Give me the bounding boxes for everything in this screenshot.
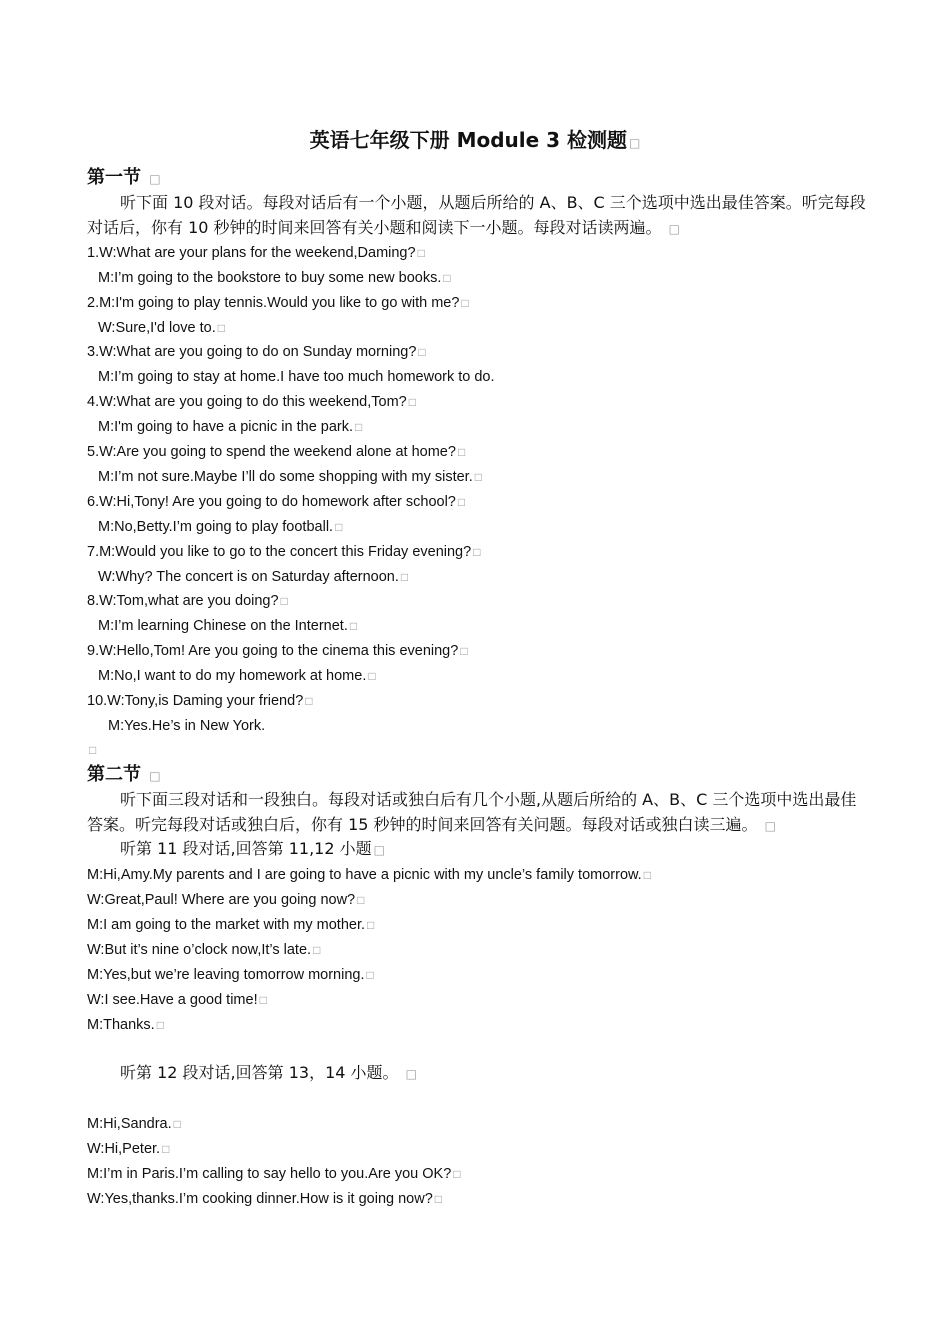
dialog-line: 4.W:What are you going to do this weekend,Tom? □: [87, 394, 416, 410]
dialog-line: M:I am going to the market with my mother. □: [87, 917, 375, 933]
section1-instructions: 听下面 10 段对话。每段对话后有一个小题，从题后所给的 A、B、C 三个选项中选出最佳答案。听完每段对话后，你有 10 秒钟的时间来回答有关小题和阅读下一小题。每段对话读两遍。 □: [87, 193, 866, 237]
dialog-line: W:But it’s nine o’clock now,It’s late. □: [87, 942, 321, 958]
dialog-line: M:Thanks. □: [87, 1017, 164, 1033]
dialog-line: W:Why? The concert is on Saturday afternoon. □: [98, 569, 409, 585]
dialog-line: 2.M:I'm going to play tennis.Would you like to go with me? □: [87, 295, 469, 311]
dialog-line: M:I’m not sure.Maybe I’ll do some shopping with my sister. □: [98, 469, 482, 485]
dialog-line: W:Hi,Peter. □: [87, 1141, 170, 1157]
document-title: 英语七年级下册 Module 3 检测题 □: [309, 128, 641, 152]
dialog-line: M:No,Betty.I’m going to play football. □: [98, 519, 343, 535]
dialog-line: M:Yes.He’s in New York.: [108, 718, 266, 734]
dialog-line: 7.M:Would you like to go to the concert this Friday evening? □: [87, 544, 481, 560]
empty-paragraph-mark: □: [89, 743, 97, 757]
dialog-line: 6.W:Hi,Tony! Are you going to do homework after school? □: [87, 494, 466, 510]
dialog-line: M:Yes,but we’re leaving tomorrow morning. □: [87, 967, 374, 983]
section2-heading: 第二节 □: [87, 764, 161, 785]
dialog-line: M:I’m in Paris.I’m calling to say hello to you.Are you OK? □: [87, 1166, 461, 1182]
dialog-line: 5.W:Are you going to spend the weekend alone at home? □: [87, 444, 466, 460]
dialog-line: 3.W:What are you going to do on Sunday morning? □: [87, 344, 426, 360]
dialog-line: W:Great,Paul! Where are you going now? □: [87, 892, 365, 908]
dialog-line: W:Yes,thanks.I’m cooking dinner.How is it going now? □: [87, 1191, 443, 1207]
dialog-line: M:No,I want to do my homework at home. □: [98, 668, 376, 684]
dialog-line: 9.W:Hello,Tom! Are you going to the cinema this evening? □: [87, 643, 468, 659]
section1-heading: 第一节 □: [87, 167, 161, 188]
dialog-line: M:I’m going to stay at home.I have too much homework to do.: [98, 369, 495, 385]
dialog-line: 1.W:What are your plans for the weekend,Daming? □: [87, 245, 425, 261]
dialog-line: W:I see.Have a good time! □: [87, 992, 267, 1008]
section2-instructions: 听下面三段对话和一段独白。每段对话或独白后有几个小题,从题后所给的 A、B、C 三个选项中选出最佳答案。听完每段对话或独白后，你有 15 秒钟的时间来回答有关问题。每段对话或独白读三遍。 □: [87, 790, 857, 834]
dialog-line: 10.W:Tony,is Daming your friend? □: [87, 693, 313, 709]
dialog-line: M:Hi,Amy.My parents and I are going to have a picnic with my uncle’s family tomorrow. □: [87, 867, 651, 883]
dialog-line: M:Hi,Sandra. □: [87, 1116, 181, 1132]
dialog-line: M:I’m going to the bookstore to buy some new books. □: [98, 270, 451, 286]
dialog-line: M:I'm going to have a picnic in the park. □: [98, 419, 363, 435]
dialog-line: W:Sure,I'd love to. □: [98, 320, 225, 336]
dialog-line: 8.W:Tom,what are you doing? □: [87, 593, 288, 609]
dialog-line: M:I’m learning Chinese on the Internet. □: [98, 618, 358, 634]
dialog11-intro: 听第 11 段对话,回答第 11,12 小题 □: [120, 839, 385, 858]
dialog12-intro: 听第 12 段对话,回答第 13，14 小题。 □: [120, 1063, 417, 1082]
